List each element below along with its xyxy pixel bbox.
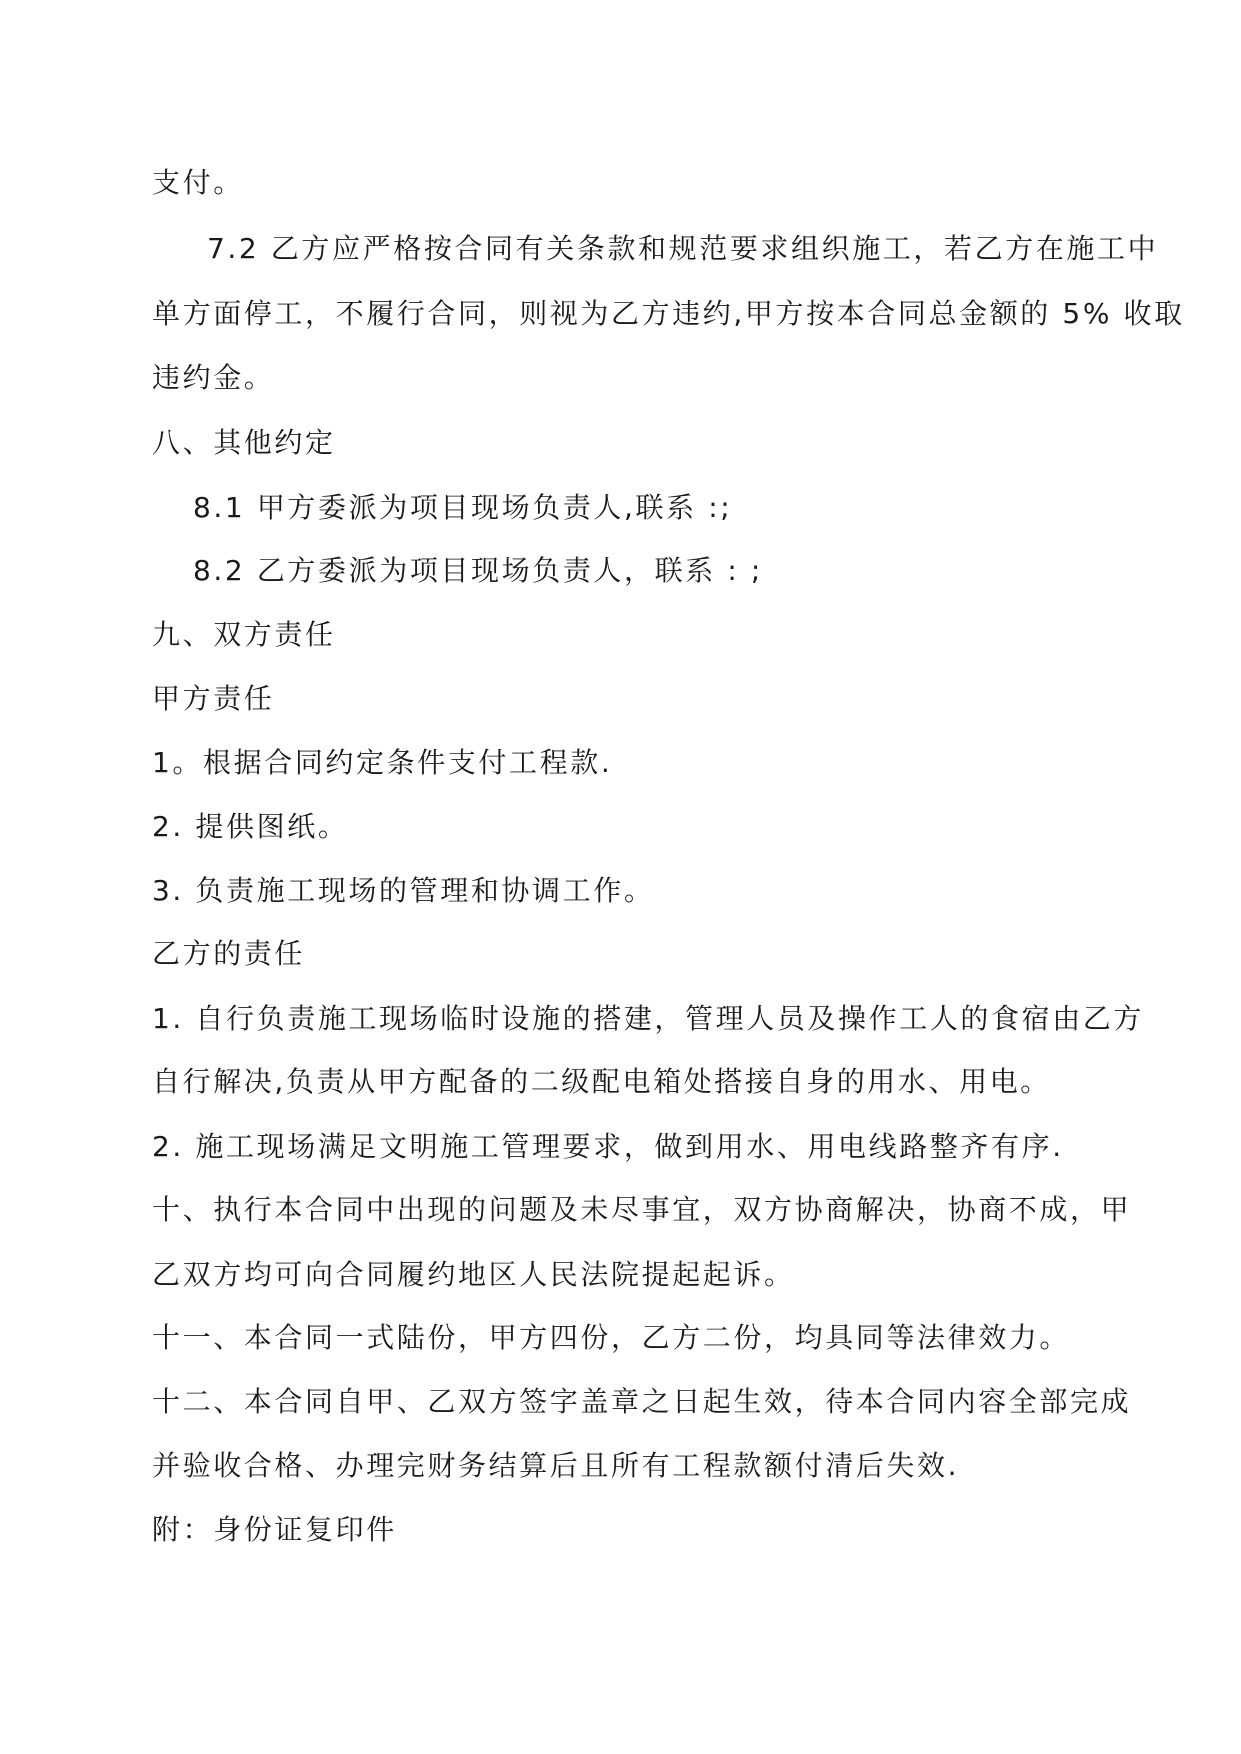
party-b-responsibility-heading: 乙方的责任 [152,937,306,970]
party-b-item-2: 2. 施工现场满足文明施工管理要求，做到用水、用电线路整齐有序. [152,1130,1064,1163]
section-12-line-2: 并验收合格、办理完财务结算后且所有工程款额付清后失效. [152,1449,960,1482]
section-11: 十一、本合同一式陆份，甲方四份，乙方二份，均具同等法律效力。 [152,1321,1071,1354]
party-a-item-1: 1。根据合同约定条件支付工程款. [152,746,613,779]
clause-8-2: 8.2 乙方委派为项目现场负责人，联系 : ; [193,554,763,587]
section-10-line-2: 乙双方均可向合同履约地区人民法院提起起诉。 [152,1258,795,1291]
clause-7-2-line-2: 单方面停工，不履行合同，则视为乙方违约,甲方按本合同总金额的 5% 收取 [152,297,1185,330]
section-8-heading: 八、其他约定 [152,426,336,459]
party-a-responsibility-heading: 甲方责任 [152,682,275,715]
party-a-item-3: 3. 负责施工现场的管理和协调工作。 [152,874,655,907]
attachment-note: 附：身份证复印件 [152,1513,397,1546]
text-line-payment-end: 支付。 [152,166,244,199]
section-9-heading: 九、双方责任 [152,618,336,651]
clause-7-2-line-1: 7.2 乙方应严格按合同有关条款和规范要求组织施工，若乙方在施工中 [207,232,1159,265]
section-12-line-1: 十二、本合同自甲、乙双方签字盖章之日起生效，待本合同内容全部完成 [152,1385,1132,1418]
clause-7-2-line-3: 违约金。 [152,361,275,394]
party-a-item-2: 2. 提供图纸。 [152,810,349,843]
section-10-line-1: 十、执行本合同中出现的问题及未尽事宜，双方协商解决，协商不成，甲 [152,1193,1132,1226]
party-b-item-1-line-1: 1. 自行负责施工现场临时设施的搭建，管理人员及操作工人的食宿由乙方 [152,1002,1145,1035]
clause-8-1: 8.1 甲方委派为项目现场负责人,联系 :; [193,491,733,524]
party-b-item-1-line-2: 自行解决,负责从甲方配备的二级配电箱处搭接自身的用水、用电。 [152,1065,1051,1098]
